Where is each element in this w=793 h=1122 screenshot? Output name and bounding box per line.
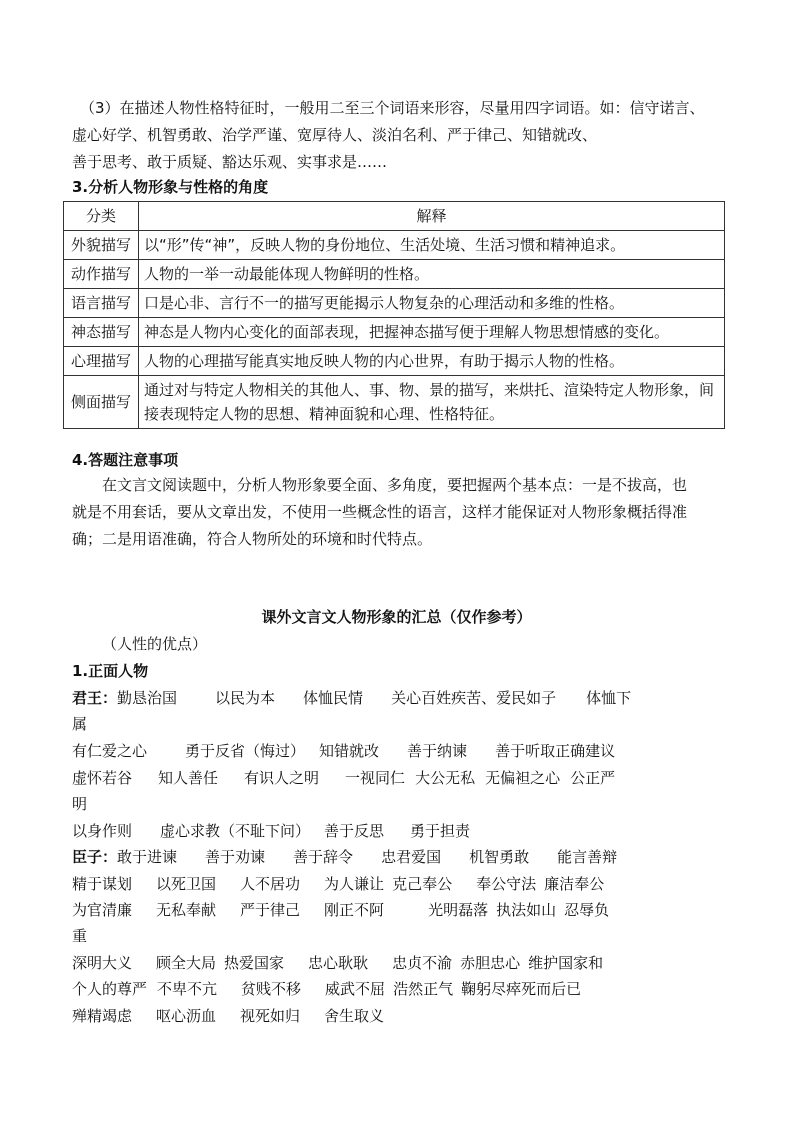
trait-item: 光明磊落 [428,901,489,919]
intro-line: （3）在描述人物性格特征时，一般用二至三个词语来形容，尽量用四字词语。如：信守诺言、 [80,99,705,117]
table-cell-text: 口是心非、言行不一的描写更能揭示人物复杂的心理活动和多维的性格。 [139,289,725,318]
positive-title: 1.正面人物 [72,662,149,680]
king-line [72,740,615,762]
trait-item: 有识人之明 [244,769,320,787]
trait-item: 敢于进谏 [117,848,178,866]
trait-item: 关心百姓疾苦、爱民如子 [391,689,557,707]
trait-item: 大公无私 [415,769,476,787]
minister-line [72,873,604,895]
trait-item: 克己奉公 [392,875,453,893]
king-line: 明 [72,795,88,813]
trait-item: 善于纳谏 [407,742,468,760]
trait-item: 有仁爱之心 [72,742,148,760]
king-line [72,820,470,842]
trait-item: 为人谦让 [324,875,385,893]
trait-item: 殚精竭虑 [72,1007,133,1025]
trait-item: 勤恳治国 [117,689,178,707]
trait-item: 视死如归 [240,1007,301,1025]
trait-item: 个人的尊严 [72,980,148,998]
king-line: 属 [72,715,88,733]
minister-line [72,899,609,921]
trait-item: 维护国家和 [528,954,604,972]
table-row [64,231,725,260]
trait-item: 知人善任 [158,769,219,787]
trait-item: 善于反思 [324,822,385,840]
trait-item: 忠君爱国 [381,848,442,866]
trait-item: 一视同仁 [345,769,406,787]
trait-item: 知错就改 [319,742,380,760]
summary-title: 课外文言文人物形象的汇总（仅作参考） [261,608,532,626]
intro-line: 善于思考、敢于质疑、豁达乐观、实事求是…… [72,153,388,171]
trait-item: 以死卫国 [156,875,217,893]
trait-item: 虚心求教（不耻下问） [160,822,311,840]
trait-item: 公正严 [570,769,616,787]
trait-item: 廉洁奉公 [544,875,605,893]
trait-item: 忠心耿耿 [308,954,369,972]
trait-item: 严于律己 [240,901,301,919]
trait-item: 以身作则 [72,822,133,840]
trait-item: 执法如山 [496,901,557,919]
intro-line: 虚心好学、机智勇敢、治学严谨、宽厚待人、淡泊名利、严于律己、知错就改、 [72,126,598,144]
trait-item: 赤胆忠心 [460,954,521,972]
table-row [64,347,725,376]
minister-line [72,952,603,974]
trait-item: 威武不屈 [325,980,386,998]
king-label: 君王： [72,689,118,707]
minister-line [72,846,617,868]
trait-item: 能言善辩 [557,848,618,866]
trait-item: 浩然正气 [393,980,454,998]
trait-item: 善于听取正确建议 [495,742,616,760]
table-row [64,318,725,347]
table-cell-text: 以“形”传“神”，反映人物的身份地位、生活处境、生活习惯和精神追求。 [139,231,725,260]
table-header-row [64,202,725,231]
trait-item: 善于辞令 [293,848,354,866]
minister-line: 重 [72,927,88,945]
trait-item: 为官清廉 [72,901,133,919]
trait-item: 贫贱不移 [241,980,302,998]
trait-item: 体恤民情 [303,689,364,707]
table-cell-category: 神态描写 [64,318,139,347]
trait-item: 勇于担责 [410,822,471,840]
trait-item: 深明大义 [72,954,133,972]
table-row [64,376,725,429]
trait-item: 精于谋划 [72,875,133,893]
trait-item: 善于劝谏 [205,848,266,866]
minister-line [72,978,581,1000]
table-row [64,260,725,289]
trait-item: 舍生取义 [324,1007,385,1025]
table-row [64,289,725,318]
trait-item: 忍辱负 [564,901,610,919]
table-cell-text: 神态是人物内心变化的面部表现，把握神态描写便于理解人物思想情感的变化。 [139,318,725,347]
table-cell-category: 外貌描写 [64,231,139,260]
section4-line: 在文言文阅读题中，分析人物形象要全面、多角度，要把握两个基本点：一是不拔高，也 [102,476,688,494]
summary-subtitle: （人性的优点） [102,635,208,653]
table-cell-text: 人物的一举一动最能体现人物鲜明的性格。 [139,260,725,289]
section4-title: 4.答题注意事项 [72,451,179,469]
table-cell-category: 动作描写 [64,260,139,289]
trait-item: 不卑不亢 [157,980,218,998]
trait-item: 无私奉献 [156,901,217,919]
trait-item: 刚正不阿 [324,901,385,919]
trait-item: 勇于反省（悔过） [185,742,306,760]
king-line [72,767,615,789]
trait-item: 顾全大局 [156,954,217,972]
trait-item: 鞠躬尽瘁死而后已 [461,980,582,998]
trait-item: 以民为本 [215,689,276,707]
table-cell-category: 侧面描写 [64,376,139,429]
description-table [63,201,725,429]
trait-item: 人不居功 [240,875,301,893]
section3-title: 3.分析人物形象与性格的角度 [72,178,269,196]
trait-item: 呕心沥血 [156,1007,217,1025]
trait-item: 热爱国家 [224,954,285,972]
trait-item: 无偏袒之心 [485,769,561,787]
table-cell-text: 人物的心理描写能真实地反映人物的内心世界，有助于揭示人物的性格。 [139,347,725,376]
king-line [72,687,631,709]
trait-item: 忠贞不渝 [392,954,453,972]
trait-item: 机智勇敢 [469,848,530,866]
minister-line [72,1005,384,1027]
section4-line: 就是不用套话，要从文章出发，不使用一些概念性的语言，这样才能保证对人物形象概括得准 [72,503,688,521]
trait-item: 虚怀若谷 [72,769,133,787]
table-cell-category: 语言描写 [64,289,139,318]
trait-item: 奉公守法 [476,875,537,893]
table-cell-category: 心理描写 [64,347,139,376]
section4-line: 确；二是用语准确，符合人物所处的环境和时代特点。 [72,530,433,548]
table-cell-text: 通过对与特定人物相关的其他人、事、物、景的描写，来烘托、渲染特定人物形象，间接表现特定人物的思想、精神面貌和心理、性格特征。 [139,376,725,429]
table-header-category: 分类 [64,202,139,231]
table-header-explanation: 解释 [139,202,725,231]
trait-item: 体恤下 [586,689,632,707]
minister-label: 臣子： [72,848,118,866]
